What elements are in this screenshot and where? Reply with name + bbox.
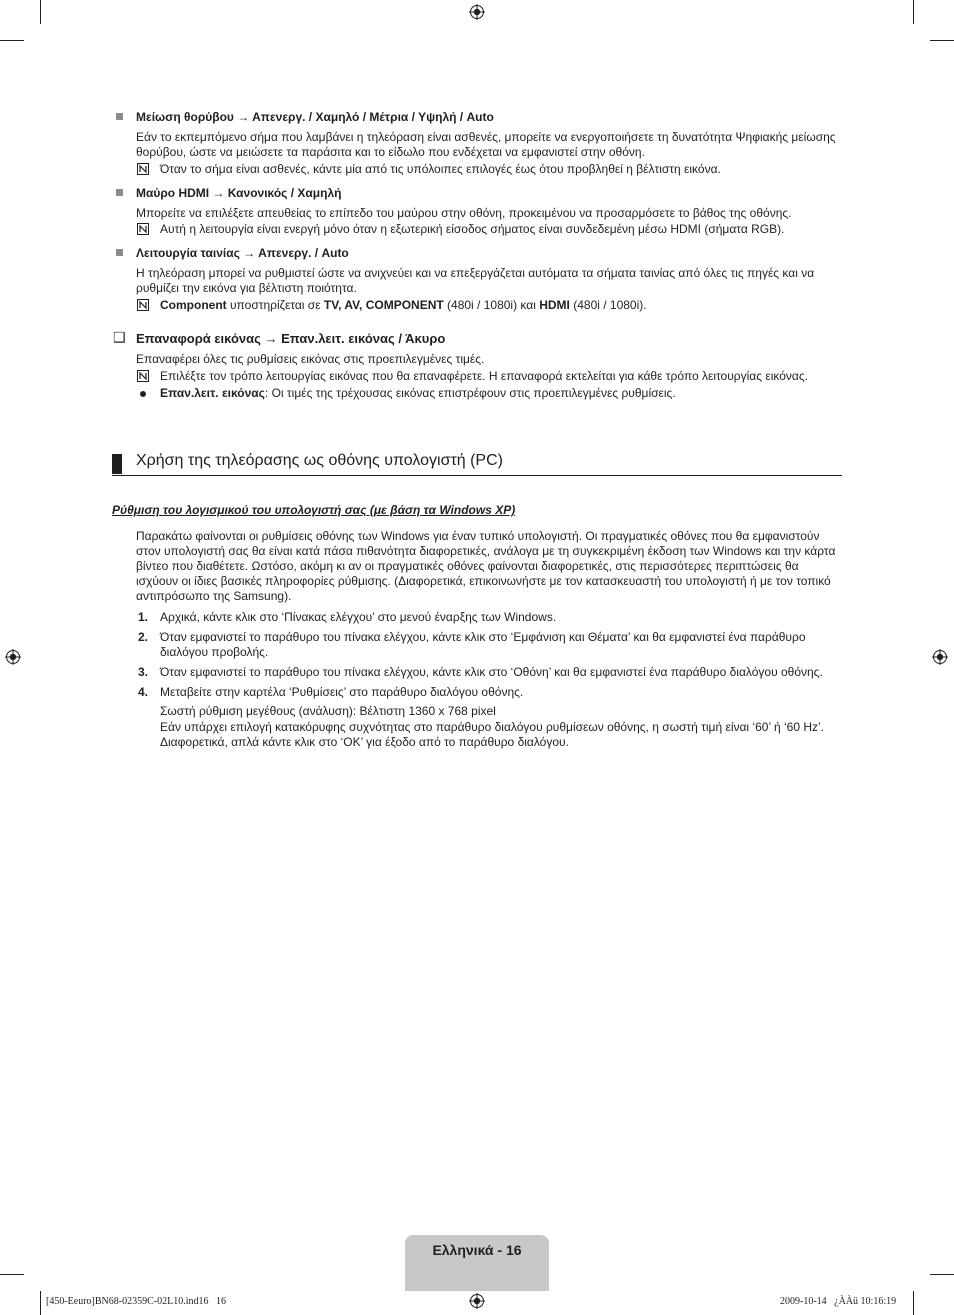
section-intro: Παρακάτω φαίνονται οι ρυθμίσεις οθόνης των Windows για έναν τυπικό υπολογιστή. Οι πραγματικές οθόνες που θα εμφανιστούν στον υπολογιστή σας θα είναι κατά πάσα πιθανότητα διαφορετικές, ανάλογα με τη συγκεκριμένη έκδοση των Windows και την κάρτα βίντεο που διαθέτετε. Ωστόσο, ακόμη κι αν οι πραγματικές οθόνες φαίνονται διαφορετικές, στις περισσότερες περιπτώσεις θα ισχύουν οι ίδιες βασικές πληροφορίες ρύθμισης. (Διαφορετικά, επικοινωνήστε με τον κατασκευαστή του υπολογιστή ή με τον τοπικό αντιπρόσωπο της Samsung). [136,529,836,603]
checkbox-icon: ❑ [113,330,126,346]
print-slug-left: [450-Eeuro]BN68-02359C-02L10.ind16 16 [46,1296,226,1307]
step-4-frequency: Εάν υπάρχει επιλογή κατακόρυφης συχνότητας στο παράθυρο διαλόγου ρυθμίσεων οθόνης, η σωστή τιμή είναι ‘60’ ή ‘60 Hz’. Διαφορετικά, απλά κάντε κλικ στο ‘OK’ για έξοδο από το παράθυρο διαλόγου. [160,720,825,749]
reset-bullet: Επαν.λειτ. εικόνας: Οι τιμές της τρέχουσας εικόνας επιστρέφουν στις προεπιλεγμένες ρυθμίσεις. [160,386,676,400]
step-text: Όταν εμφανιστεί το παράθυρο του πίνακα ελέγχου, κάντε κλικ στο ‘Οθόνη’ και θα εμφανιστεί ένα παράθυρο διαλόγου οθόνης. [160,665,823,679]
item-title-hdmi-black: Μαύρο HDMI → Κανονικός / Χαμηλή [136,186,342,200]
note-icon [137,370,149,382]
step-number: 2. [138,630,149,644]
crop-mark [913,1291,914,1315]
note-icon [137,163,149,175]
note-icon [137,223,149,235]
crop-mark [930,40,954,41]
reset-note: Επιλέξτε τον τρόπο λειτουργίας εικόνας που θα επαναφέρετε. Η επαναφορά εκτελείται για κάθε τρόπο λειτουργίας εικόνας. [160,369,808,383]
registration-mark-icon [5,649,21,665]
square-bullet-icon [116,249,123,256]
item-note-noise: Όταν το σήμα είναι ασθενές, κάντε μία από τις υπόλοιπες επιλογές έως ότου προβληθεί η βέλτιστη εικόνα. [160,162,721,176]
dot-bullet-icon [140,391,146,397]
step-number: 4. [138,685,149,699]
section-heading-marker [112,454,122,474]
section-heading-rule [112,475,842,476]
item-body-film: Η τηλεόραση μπορεί να ρυθμιστεί ώστε να ανιχνεύει και να επεξεργάζεται αυτόματα τα σήματα ταινίας από όλες τις πηγές και να ρυθμίζει την εικόνα για βέλτιστη ποιότητα. [136,266,815,295]
crop-mark [0,40,24,41]
crop-mark [930,1274,954,1275]
crop-mark [40,0,41,24]
step-text: Αρχικά, κάντε κλικ στο ‘Πίνακας ελέγχου’ στο μενού έναρξης των Windows. [160,610,557,624]
reset-title: Επαναφορά εικόνας → Επαν.λειτ. εικόνας / Άκυρο [136,331,446,346]
note-icon [137,299,149,311]
step-4-resolution: Σωστή ρύθμιση μεγέθους (ανάλυση): Βέλτιστη 1360 x 768 pixel [160,704,496,718]
crop-mark [0,1274,24,1275]
step-text: Όταν εμφανιστεί το παράθυρο του πίνακα ελέγχου, κάντε κλικ στο ‘Εμφάνιση και Θέματα’ και θα εμφανιστεί ένα παράθυρο διαλόγου προβολής. [160,630,806,659]
item-title-noise: Μείωση θορύβου → Απενεργ. / Χαμηλό / Μέτρια / Υψηλή / Auto [136,110,494,124]
item-note-hdmi-black: Αυτή η λειτουργία είναι ενεργή μόνο όταν η εξωτερική είσοδος σήματος είναι συνδεδεμένη μέσω HDMI (σήματα RGB). [160,222,785,236]
section-heading: Χρήση της τηλεόρασης ως οθόνης υπολογιστή (PC) [136,452,503,469]
item-title-film: Λειτουργία ταινίας → Απενεργ. / Auto [136,246,349,260]
registration-mark-icon [932,649,948,665]
registration-mark-icon [469,4,485,20]
step-number: 3. [138,665,149,679]
item-body-hdmi-black: Μπορείτε να επιλέξετε απευθείας το επίπεδο του μαύρου στην οθόνη, προκειμένου να προσαρμόσετε το βάθος της οθόνης. [136,206,792,220]
item-note-film: Component υποστηρίζεται σε TV, AV, COMPONENT (480i / 1080i) και HDMI (480i / 1080i). [160,298,647,312]
crop-mark [40,1291,41,1315]
step-text: Μεταβείτε στην καρτέλα ‘Ρυθμίσεις’ στο παράθυρο διαλόγου οθόνης. [160,685,524,699]
square-bullet-icon [116,189,123,196]
step-number: 1. [138,610,149,624]
crop-mark [913,0,914,24]
item-body-noise: Εάν το εκπεμπόμενο σήμα που λαμβάνει η τηλεόραση είναι ασθενές, μπορείτε να ενεργοποιήσετε τη δυνατότητα Ψηφιακής μείωσης θορύβου, ώστε να μειώσετε τα παράσιτα και το είδωλο που ενδέχεται να εμφανιστεί στην οθόνη. [136,130,836,159]
reset-body: Επαναφέρει όλες τις ρυθμίσεις εικόνας στις προεπιλεγμένες τιμές. [136,352,485,366]
subheading: Ρύθμιση του λογισμικού του υπολογιστή σας (με βάση τα Windows XP) [112,503,516,517]
registration-mark-icon [469,1293,485,1309]
print-slug-right: 2009-10-14 ¿ÀÀü 10:16:19 [780,1296,897,1307]
square-bullet-icon [116,113,123,120]
page-number: Ελληνικά - 16 [432,1242,522,1258]
